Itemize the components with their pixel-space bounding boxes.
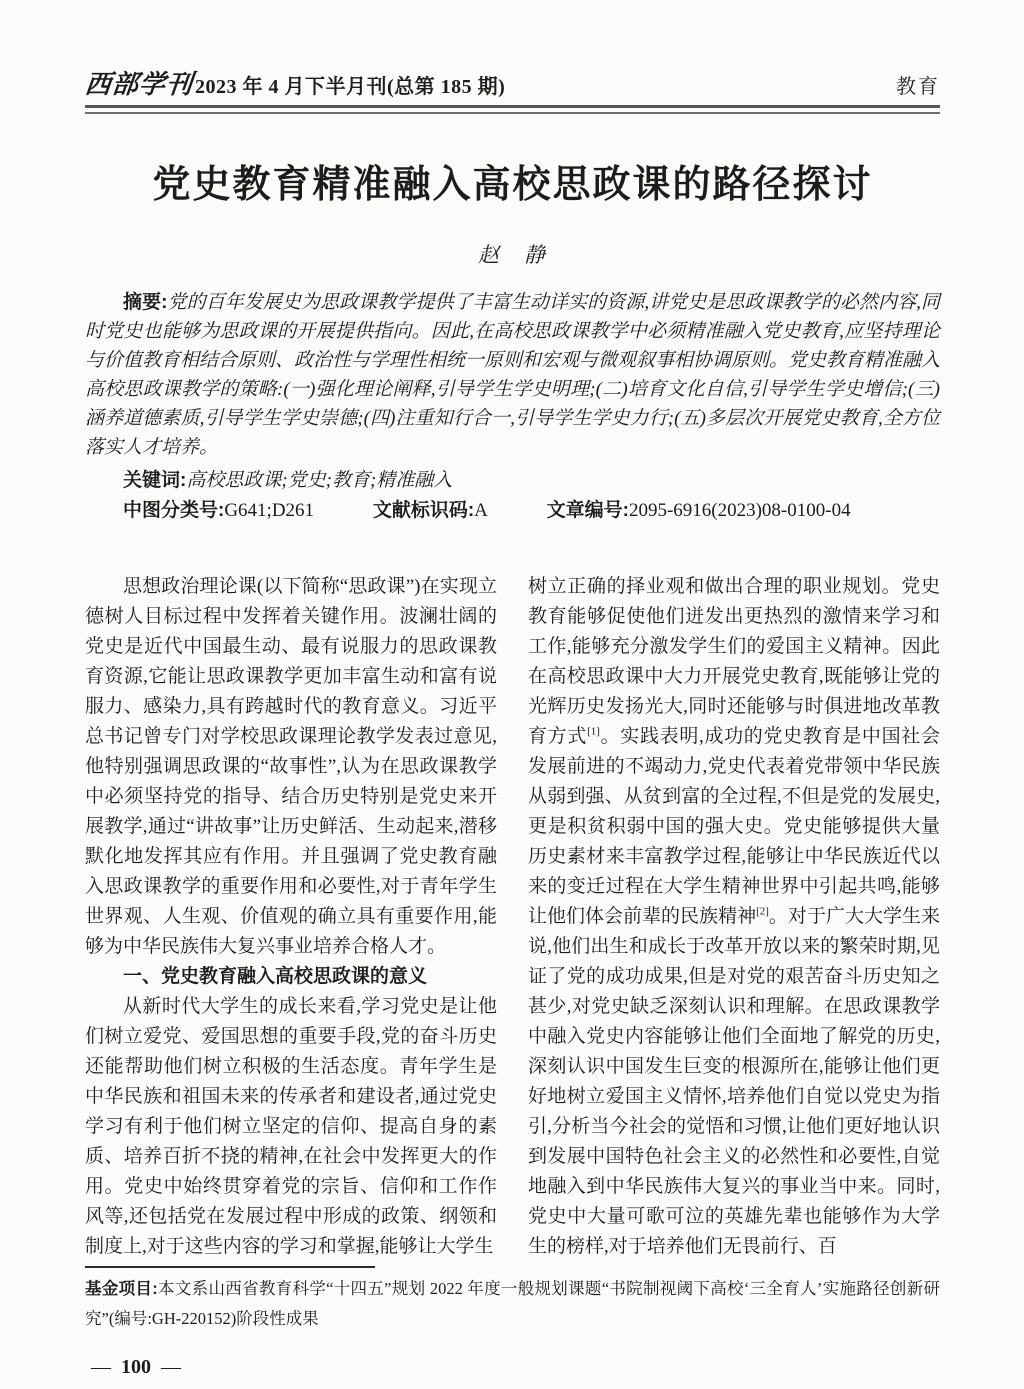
- page-number-value: 100: [121, 1356, 151, 1378]
- article-no-value: 2095-6916(2023)08-0100-04: [628, 500, 851, 521]
- doc-code-value: A: [474, 500, 488, 521]
- clc-label: 中图分类号:: [123, 500, 225, 521]
- keywords-line: [85, 466, 940, 496]
- abstract-text: 党的百年发展史为思政课教学提供了丰富生动详实的资源,讲党史是思政课教学的必然内容,同时党史也能够为思政课的开展提供指向。因此,在高校思政课教学中必须精准融入党史教育,应坚持理论与价值教育相结合原则、政治性与学理性相统一原则和宏观与微观叙事相协调原则。党史教育精准融入高校思政课教学的策略:(一)强化理论阐释,引导学生学史明理;(二)培育文化自信,引导学生学史增信;(三)涵养道德素质,引导学生学史崇德;(四)注重知行合一,引导学生学史力行;(五)多层次开展党史教育,全方位落实人才培养。: [85, 292, 941, 458]
- reference-marker: [1]: [587, 725, 600, 738]
- doc-code-group: [373, 500, 488, 521]
- header-left: [85, 72, 505, 100]
- left-column: [85, 572, 497, 1262]
- clc-value: G641;D261: [224, 500, 315, 521]
- author-name: 赵 静: [478, 243, 547, 267]
- footnote: [85, 1266, 940, 1333]
- section-name: 教育: [896, 76, 940, 98]
- article-no-group: [547, 500, 851, 521]
- body-paragraph: 树立正确的择业观和做出合理的职业规划。党史教育能够促使他们迸发出更热烈的激情来学习和工作,能够充分激发学生们的爱国主义精神。因此在高校思政课中大力开展党史教育,既能够让党的光辉历史发扬光大,同时还能够与时俱进地改革教育方式[1]。实践表明,成功的党史教育是中国社会发展前进的不竭动力,党史代表着党带领中华民族从弱到强、从贫到富的全过程,不但是党的发展史,更是积贫积弱中国的强大史。党史能够提供大量历史素材来丰富教学过程,能够让中华民族近代以来的变迁过程在大学生精神世界中引起共鸣,能够让他们体会前辈的民族精神[2]。对于广大大学生来说,他们出生和成长于改革开放以来的繁荣时期,见证了党的成功成果,但是对党的艰苦奋斗历史知之甚少,对党史缺乏深刻认识和理解。在思政课教学中融入党史内容能够让他们全面地了解党的历史,深刻认识中国发生巨变的根源所在,能够让他们更好地树立爱国主义情怀,培养他们自觉以党史为指引,分析当今社会的觉悟和习惯,让他们更好地认识到发展中国特色社会主义的必然性和必要性,自觉地融入到中华民族伟大复兴的事业当中来。同时,党史中大量可歌可泣的英雄先辈也能够作为大学生的榜样,对于培养他们无畏前行、百: [528, 576, 940, 1257]
- classification-line: [85, 496, 940, 526]
- page-number-dash-left: —: [91, 1356, 111, 1378]
- body-paragraph: 思想政治理论课(以下简称“思政课”)在实现立德树人目标过程中发挥着关键作用。波澜壮阔的党史是近代中国最生动、最有说服力的思政课教育资源,它能让思政课教学更加丰富生动和富有说服力、感染力,具有跨越时代的教育意义。习近平总书记曾专门对学校思政课理论教学发表过意见,他特别强调思政课的“故事性”,认为在思政课教学中必须坚持党的指导、结合历史特别是党史来开展教学,通过“讲故事”让历史鲜活、生动起来,潜移默化地发挥其应有作用。并且强调了党史教育融入思政课教学的重要作用和必要性,对于青年学生世界观、人生观、价值观的确立具有重要作用,能够为中华民族伟大复兴事业培养合格人才。: [85, 576, 497, 957]
- header-double-rule: [85, 105, 940, 114]
- article-no-label: 文章编号:: [546, 500, 629, 521]
- abstract-label: 摘要:: [123, 292, 168, 313]
- body-paragraph: 从新时代大学生的成长来看,学习党史是让他们树立爱党、爱国思想的重要手段,党的奋斗历史还能帮助他们树立积极的生活态度。青年学生是中华民族和祖国未来的传承者和建设者,通过党史学习有利于他们树立坚定的信仰、提高自身的素质、培养百折不挠的精神,在社会中发挥更大的作用。党史中始终贯穿着党的宗旨、信仰和工作作风等,还包括党在发展过程中形成的政策、纲领和制度上,对于这些内容的学习和掌握,能够让大学生: [85, 996, 497, 1257]
- reference-marker: [2]: [756, 905, 769, 918]
- page-header: [85, 72, 940, 100]
- section-heading: 一、党史教育融入高校思政课的意义: [123, 966, 428, 987]
- footnote-rule: [85, 1266, 375, 1268]
- footnote-label: 基金项目:: [85, 1280, 158, 1298]
- footnote-content: 本文系山西省教育科学“十四五”规划 2022 年度一般规划课题“书院制视阈下高校‘三全育人’实施路径创新研究”(编号:GH-220152)阶段性成果: [85, 1279, 940, 1328]
- page-number: [85, 1355, 940, 1379]
- clc-group: [123, 500, 314, 521]
- keywords-label: 关键词:: [123, 470, 187, 491]
- doc-code-label: 文献标识码:: [372, 500, 475, 521]
- keywords-text: 高校思政课;党史;教育;精准融入: [186, 470, 453, 491]
- article-body: [85, 572, 940, 1262]
- article-title: 党史教育精准融入高校思政课的路径探讨: [152, 164, 873, 206]
- right-column: [528, 572, 940, 1262]
- issue-info: 2023 年 4 月下半月刊(总第 185 期): [195, 76, 506, 98]
- abstract: [85, 288, 940, 462]
- journal-logo: 西部学刊: [83, 70, 195, 99]
- page-number-dash-right: —: [161, 1356, 181, 1378]
- footnote-text: [85, 1274, 940, 1333]
